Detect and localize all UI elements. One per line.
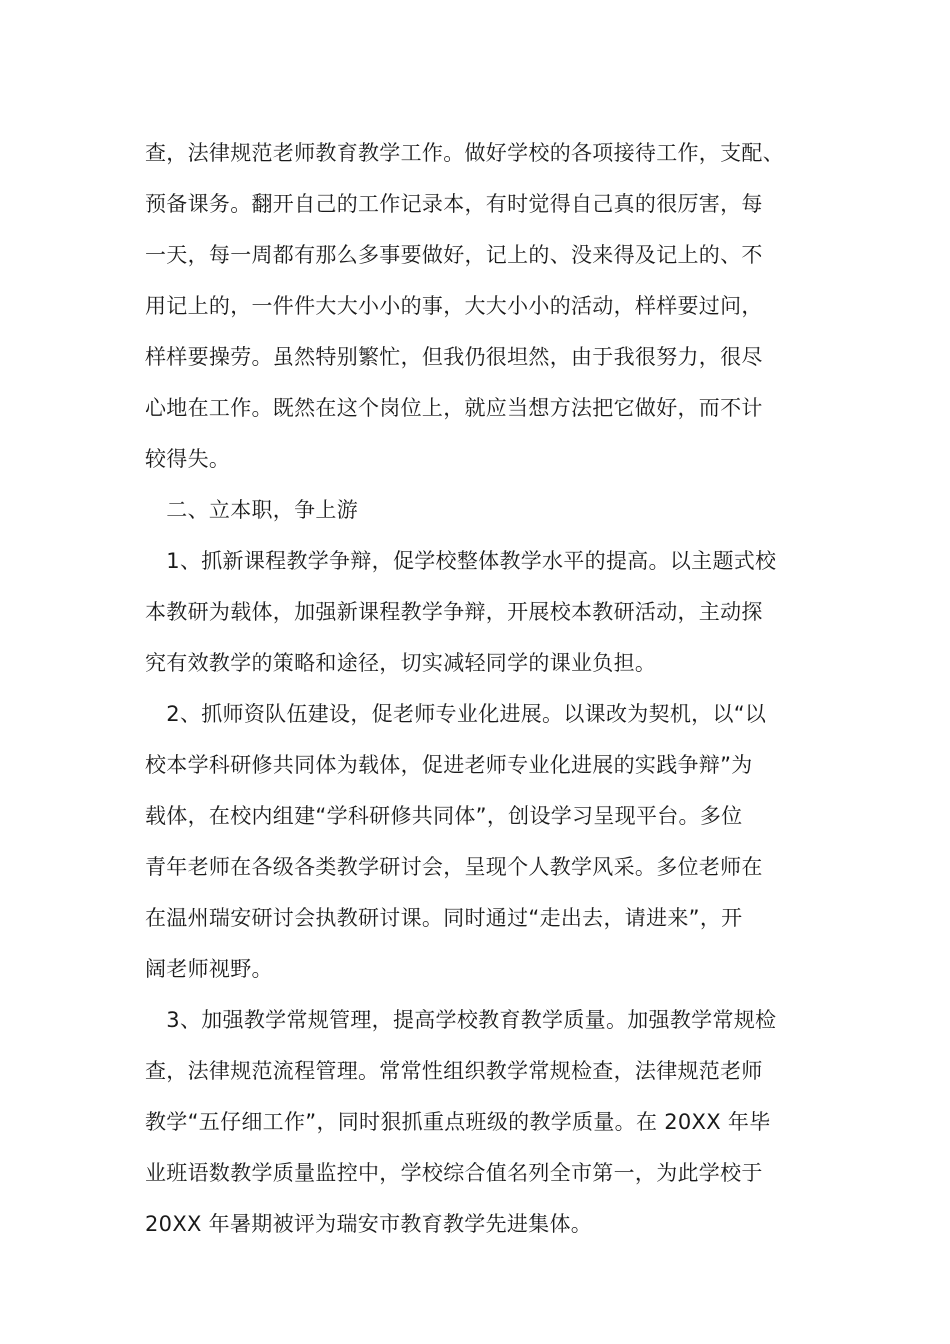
paragraph-item-1: [145, 536, 810, 689]
text-line: 3、加强教学常规管理，提高学校教育教学质量。加强教学常规检: [145, 1008, 777, 1032]
text-line: 20XX 年暑期被评为瑞安市教育教学先进集体。: [145, 1212, 593, 1236]
text-line: 较得失。: [145, 447, 231, 471]
text-line: 样样要操劳。虽然特别繁忙，但我仍很坦然，由于我很努力，很尽: [145, 345, 763, 369]
section-heading: [145, 485, 810, 536]
paragraph-continued: [145, 128, 810, 485]
document-body: [145, 128, 810, 1250]
text-line: 预备课务。翻开自己的工作记录本，有时觉得自己真的很厉害，每: [145, 192, 763, 216]
text-line: 业班语数教学质量监控中，学校综合值名列全市第一，为此学校于: [145, 1161, 763, 1185]
text-line: 校本学科研修共同体为载体，促进老师专业化进展的实践争辩”为: [145, 753, 753, 777]
text-line: 2、抓师资队伍建设，促老师专业化进展。以课改为契机，以“以: [145, 702, 767, 726]
heading-line: 二、立本职，争上游: [145, 498, 358, 522]
text-line: 查，法律规范老师教育教学工作。做好学校的各项接待工作，支配、: [145, 141, 784, 165]
text-line: 阔老师视野。: [145, 957, 273, 981]
text-line: 心地在工作。既然在这个岗位上，就应当想方法把它做好，而不计: [145, 396, 763, 420]
text-line: 载体，在校内组建“学科研修共同体”，创设学习呈现平台。多位: [145, 804, 743, 828]
text-line: 青年老师在各级各类教学研讨会，呈现个人教学风采。多位老师在: [145, 855, 763, 879]
paragraph-item-3: [145, 995, 810, 1250]
text-line: 一天，每一周都有那么多事要做好，记上的、没来得及记上的、不: [145, 243, 763, 267]
text-line: 究有效教学的策略和途径，切实减轻同学的课业负担。: [145, 651, 657, 675]
text-line: 在温州瑞安研讨会执教研讨课。同时通过“走出去，请进来”，开: [145, 906, 743, 930]
text-line: 教学“五仔细工作”，同时狠抓重点班级的教学质量。在 20XX 年毕: [145, 1110, 771, 1134]
text-line: 查，法律规范流程管理。常常性组织教学常规检查，法律规范老师: [145, 1059, 763, 1083]
text-line: 用记上的，一件件大大小小的事，大大小小的活动，样样要过问，: [145, 294, 763, 318]
paragraph-item-2: [145, 689, 810, 995]
text-line: 本教研为载体，加强新课程教学争辩，开展校本教研活动，主动探: [145, 600, 763, 624]
text-line: 1、抓新课程教学争辩，促学校整体教学水平的提高。以主题式校: [145, 549, 777, 573]
